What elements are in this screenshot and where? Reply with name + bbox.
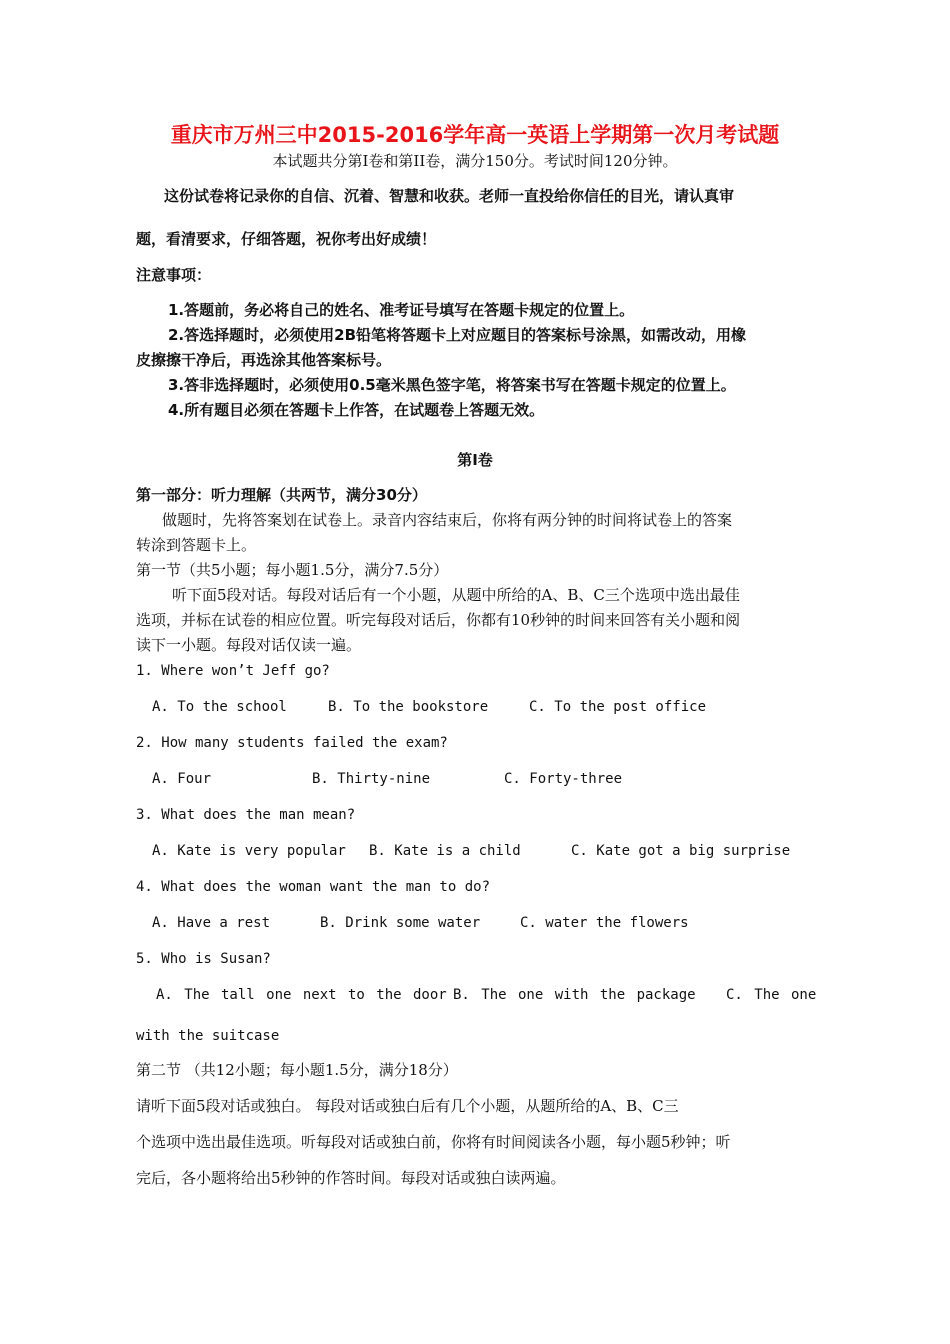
question-2-option-b: B. Thirty-nine xyxy=(312,771,431,787)
question-4-option-b: B. Drink some water xyxy=(320,915,481,931)
section1-intro-line-1: 听下面5段对话。每段对话后有一个小题，从题中所给的A、B、C三个选项中选出最佳 xyxy=(172,586,740,604)
section2-line-1: 请听下面5段对话或独白。 每段对话或独白后有几个小题，从题所给的A、B、C三 xyxy=(136,1097,679,1115)
question-2: 2. How many students failed the exam? xyxy=(136,735,448,751)
question-3-option-b: B. Kate is a child xyxy=(369,843,521,859)
notice-item-2-line-2: 皮擦擦干净后，再选涂其他答案标号。 xyxy=(136,351,392,369)
notice-item-4: 4.所有题目必须在答题卡上作答，在试题卷上答题无效。 xyxy=(168,401,545,419)
notice-item-1: 1.答题前，务必将自己的姓名、准考证号填写在答题卡规定的位置上。 xyxy=(168,301,635,319)
exam-title: 重庆市万州三中2015-2016学年高一英语上学期第一次月考试题 xyxy=(170,123,780,147)
question-2-option-a: A. Four xyxy=(152,771,212,787)
section2-heading: 第二节 （共12小题；每小题1.5分，满分18分） xyxy=(136,1061,458,1079)
exam-subtitle: 本试题共分第Ⅰ卷和第II卷，满分150分。考试时间120分钟。 xyxy=(272,152,678,170)
question-1: 1. Where won’t Jeff go? xyxy=(136,663,330,679)
question-5-option-a: A. The tall one next to the door xyxy=(156,987,447,1003)
question-5-option-c: C. The one xyxy=(726,987,817,1003)
question-5: 5. Who is Susan? xyxy=(136,951,271,967)
question-3-option-c: C. Kate got a big surprise xyxy=(571,843,791,859)
intro-line-1: 这份试卷将记录你的自信、沉着、智慧和收获。老师一直投给你信任的目光，请认真审 xyxy=(164,187,735,205)
intro-line-2: 题，看清要求，仔细答题，祝你考出好成绩！ xyxy=(136,230,437,248)
section1-heading: 第一节（共5小题；每小题1.5分，满分7.5分） xyxy=(136,561,449,579)
question-4-option-c: C. water the flowers xyxy=(520,915,689,931)
section1-intro-line-2: 选项，并标在试卷的相应位置。听完每段对话后，你都有10秒钟的时间来回答有关小题和阅 xyxy=(136,611,741,629)
volume-heading: 第Ⅰ卷 xyxy=(457,451,493,469)
question-3-option-a: A. Kate is very popular xyxy=(152,843,346,859)
notice-item-3: 3.答非选择题时，必须使用0.5毫米黑色签字笔，将答案书写在答题卡规定的位置上。 xyxy=(168,376,736,394)
notice-heading: 注意事项： xyxy=(136,266,212,284)
section1-intro-line-3: 读下一小题。每段对话仅读一遍。 xyxy=(136,636,362,654)
notice-item-2-line-1: 2.答选择题时，必须使用2B铅笔将答题卡上对应题目的答案标号涂黑，如需改动，用橡 xyxy=(168,326,747,344)
question-4: 4. What does the woman want the man to do? xyxy=(136,879,491,895)
question-5-option-b: B. The one with the package xyxy=(453,987,696,1003)
question-4-option-a: A. Have a rest xyxy=(152,915,271,931)
question-5-option-c-continued: with the suitcase xyxy=(136,1028,280,1044)
part1-heading: 第一部分：听力理解（共两节，满分30分） xyxy=(136,486,427,504)
question-2-option-c: C. Forty-three xyxy=(504,771,623,787)
section2-line-3: 完后，各小题将给出5秒钟的作答时间。每段对话或独白读两遍。 xyxy=(136,1169,566,1187)
question-1-option-c: C. To the post office xyxy=(529,699,707,715)
question-3: 3. What does the man mean? xyxy=(136,807,356,823)
question-1-option-a: A. To the school xyxy=(152,699,287,715)
part1-intro-line-1: 做题时，先将答案划在试卷上。录音内容结束后，你将有两分钟的时间将试卷上的答案 xyxy=(162,511,733,529)
question-1-option-b: B. To the bookstore xyxy=(328,699,489,715)
section2-line-2: 个选项中选出最佳选项。听每段对话或独白前，你将有时间阅读各小题，每小题5秒钟；听 xyxy=(136,1133,731,1151)
part1-intro-line-2: 转涂到答题卡上。 xyxy=(136,536,257,554)
